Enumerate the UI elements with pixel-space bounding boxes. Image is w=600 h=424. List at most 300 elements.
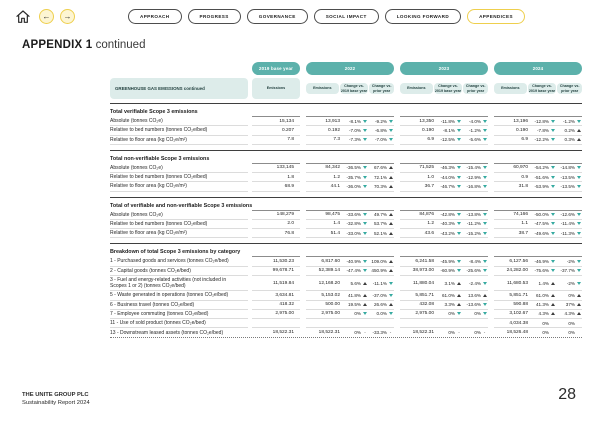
emissions-value: 44.1 — [330, 183, 340, 189]
trend-cell — [387, 294, 394, 297]
trend-down-icon — [551, 185, 555, 188]
trend-cell — [455, 303, 463, 306]
subheader-col: Change vs. prior year — [463, 83, 488, 94]
section-rule — [400, 153, 488, 164]
table-row — [110, 229, 582, 238]
back-button[interactable]: ← — [39, 9, 54, 24]
trend-cell — [481, 176, 488, 179]
trend-cell — [387, 330, 394, 335]
trend-up-icon — [389, 232, 393, 235]
year-group-cells — [306, 220, 394, 229]
section-title: Total verifiable Scope 3 emissions — [110, 109, 198, 115]
trend-up-icon — [389, 303, 393, 306]
trend-cell — [455, 260, 463, 263]
trend-down-icon — [577, 282, 581, 285]
trend-down-icon — [457, 129, 461, 132]
year-group-cells — [306, 257, 394, 266]
trend-cell — [481, 269, 488, 272]
year-group-cells — [400, 267, 488, 276]
trend-up-icon — [389, 213, 393, 216]
change-vs-base-value: 61.0% — [535, 292, 549, 298]
trend-cell — [361, 282, 369, 285]
trend-up-icon — [577, 303, 581, 306]
change-vs-base-value: -46.7% — [440, 183, 455, 189]
change-vs-prior-value: -9.2% — [374, 118, 387, 124]
trend-up-icon — [551, 294, 555, 297]
trend-cell — [361, 330, 369, 335]
year-group-cells — [494, 229, 582, 238]
change-vs-prior-value: -1.2% — [468, 127, 481, 133]
section-rule — [494, 200, 582, 211]
trend-cell — [387, 222, 394, 225]
trend-up-icon — [457, 282, 461, 285]
base-year-value: 99,678.71 — [252, 267, 300, 276]
row-label: Relative to bed numbers (tonnes CO₂e/bed) — [110, 220, 248, 229]
emissions-value: 51.4 — [330, 230, 340, 236]
trend-cell — [455, 222, 463, 225]
emissions-value: 5,153.02 — [321, 292, 340, 298]
trend-cell — [575, 269, 582, 272]
subheader-group — [494, 78, 582, 99]
section-rule — [306, 200, 394, 211]
change-vs-prior-value: 0.2% — [564, 127, 575, 133]
year-group-cells — [494, 117, 582, 126]
row-label: Relative to bed numbers (tonnes CO₂e/bed) — [110, 126, 248, 135]
year-group-cells — [494, 301, 582, 310]
change-vs-base-value: -35.7% — [346, 174, 361, 180]
trend-cell — [549, 312, 557, 315]
row-label: Absolute (tonnes CO₂e) — [110, 117, 248, 126]
trend-cell — [481, 282, 488, 285]
trend-down-icon — [577, 269, 581, 272]
page-title-main: APPENDIX 1 — [22, 39, 93, 51]
base-year-value: 76.8 — [252, 229, 300, 238]
trend-cell — [387, 176, 394, 179]
change-vs-base-value: -33.0% — [346, 230, 361, 236]
emissions-value: 36.7 — [424, 183, 434, 189]
emissions-value: 5,851.71 — [509, 292, 528, 298]
change-vs-base-value: -75.6% — [534, 268, 549, 274]
change-vs-prior-value: -11.4% — [560, 221, 575, 227]
year-header-cell — [306, 62, 394, 75]
emissions-value: 74,166 — [513, 212, 528, 218]
change-vs-base-value: 0% — [542, 320, 549, 326]
emissions-table — [110, 62, 582, 338]
trend-cell — [549, 294, 557, 297]
section-nav — [128, 9, 525, 24]
trend-cell — [361, 269, 369, 272]
change-vs-prior-value: 70.3% — [373, 183, 387, 189]
change-vs-prior-value: -13.5% — [560, 183, 575, 189]
trend-cell — [481, 232, 488, 235]
year-group-cells — [306, 328, 394, 337]
row-label: Relative to floor area (kg CO₂e/m²) — [110, 136, 248, 145]
trend-cell — [361, 232, 369, 235]
trend-down-icon — [483, 282, 487, 285]
table-row — [110, 291, 582, 300]
year-group-cells — [400, 173, 488, 182]
change-vs-base-value: -7.0% — [348, 127, 361, 133]
table-row — [110, 319, 582, 328]
change-vs-base-value: -44.0% — [440, 174, 455, 180]
year-group-cells — [400, 291, 488, 300]
trend-cell — [575, 222, 582, 225]
year-pill-2024: 2024 — [494, 62, 582, 75]
subheader-col: Emissions — [494, 83, 527, 94]
year-group-cells — [306, 319, 394, 328]
change-vs-prior-value: -2.4% — [468, 280, 481, 286]
year-group-cells — [400, 229, 488, 238]
emissions-value: 84,876 — [419, 212, 434, 218]
change-vs-base-value: -40.3% — [440, 221, 455, 227]
emissions-value: 2,975.00 — [415, 311, 434, 317]
trend-down-icon — [363, 312, 367, 315]
trend-down-icon — [457, 260, 461, 263]
trend-up-icon — [389, 269, 393, 272]
emissions-value: 38.7 — [518, 230, 528, 236]
emissions-value: 1.1 — [521, 221, 528, 227]
trend-cell — [361, 294, 369, 297]
trend-down-icon — [577, 120, 581, 123]
table-row — [110, 173, 582, 182]
trend-cell — [455, 269, 463, 272]
year-group-cells — [306, 173, 394, 182]
year-group-cells — [306, 301, 394, 310]
year-group-cells — [494, 211, 582, 220]
change-vs-base-value: -43.2% — [440, 230, 455, 236]
emissions-value: 6,817.60 — [321, 258, 340, 264]
year-group-cells — [306, 117, 394, 126]
emissions-value: 13,196 — [513, 118, 528, 124]
change-vs-prior-value: 0% — [568, 320, 575, 326]
trend-down-icon — [457, 120, 461, 123]
trend-cell — [361, 213, 369, 216]
emissions-value: 38,973.00 — [412, 268, 434, 274]
trend-cell — [387, 269, 394, 272]
trend-cell — [361, 138, 369, 141]
row-label: 2 - Capital goods (tonnes CO₂e/bed) — [110, 267, 248, 276]
trend-down-icon — [551, 176, 555, 179]
trend-down-icon — [363, 232, 367, 235]
trend-down-icon — [483, 232, 487, 235]
table-row — [110, 220, 582, 229]
forward-button[interactable]: → — [60, 9, 75, 24]
base-year-value: 68.9 — [252, 182, 300, 191]
change-vs-base-value: -8.1% — [442, 127, 455, 133]
subheader-col: Change vs. 2019 base year — [340, 83, 368, 93]
table-row — [110, 126, 582, 135]
change-vs-prior-value: -15.4% — [466, 165, 481, 171]
home-icon[interactable] — [15, 9, 31, 25]
trend-down-icon — [483, 303, 487, 306]
year-pill-2019-base-year: 2019 base year — [252, 62, 300, 75]
base-year-value: 11,519.84 — [252, 276, 300, 292]
emissions-value: 84,342 — [325, 165, 340, 171]
trend-cell — [361, 176, 369, 179]
trend-down-icon — [483, 260, 487, 263]
page-title-suffix: continued — [95, 39, 146, 51]
trend-cell — [549, 129, 557, 132]
subheader-group-inner — [306, 83, 394, 94]
row-label: Relative to floor area (kg CO₂e/m²) — [110, 182, 248, 191]
trend-cell — [455, 176, 463, 179]
trend-down-icon — [457, 185, 461, 188]
change-vs-base-value: -54.2% — [534, 165, 549, 171]
change-vs-prior-value: -4.0% — [468, 118, 481, 124]
change-vs-prior-value: -14.8% — [560, 165, 575, 171]
emissions-value: 0.190 — [515, 127, 528, 133]
change-vs-base-value: -12.2% — [534, 137, 549, 143]
base-year-value: 0.207 — [252, 126, 300, 135]
emissions-value: 6,127.56 — [509, 258, 528, 264]
trend-cell — [387, 312, 394, 315]
trend-cell — [575, 185, 582, 188]
trend-cell — [549, 176, 557, 179]
section-title: Total non-verifiable Scope 3 emissions — [110, 155, 210, 162]
trend-down-icon — [483, 213, 487, 216]
footer-company: THE UNITE GROUP PLC — [22, 392, 89, 398]
change-vs-prior-value: -6.8% — [374, 127, 387, 133]
emissions-value: 432.08 — [419, 302, 434, 308]
emissions-value: 71,525 — [419, 165, 434, 171]
trend-cell — [361, 260, 369, 263]
trend-cell — [387, 303, 394, 306]
nav-pill-progress[interactable]: PROGRESS — [188, 9, 241, 24]
change-vs-prior-value: 0.3% — [564, 137, 575, 143]
change-vs-base-value: 0% — [354, 330, 361, 336]
trend-cell — [549, 222, 557, 225]
row-label: Absolute (tonnes CO₂e) — [110, 211, 248, 220]
change-vs-prior-value: -12.9% — [466, 174, 481, 180]
change-vs-prior-value: -16.8% — [466, 183, 481, 189]
trend-cell — [549, 303, 557, 306]
year-group-cells — [494, 257, 582, 266]
change-vs-base-value: 41.8% — [347, 292, 361, 298]
emissions-value: 18,522.31 — [318, 330, 340, 336]
change-vs-base-value: -36.5% — [346, 165, 361, 171]
trend-down-icon — [363, 129, 367, 132]
change-vs-base-value: -40.9% — [346, 258, 361, 264]
trend-down-icon — [457, 269, 461, 272]
section-rule — [494, 246, 582, 257]
nav-pill-governance[interactable]: GOVERNANCE — [247, 9, 308, 24]
trend-down-icon — [483, 176, 487, 179]
trend-cell — [387, 166, 394, 169]
footer-report-name: Sustainability Report 2024 — [22, 400, 90, 407]
change-vs-prior-value: -1.2% — [562, 118, 575, 124]
trend-cell — [361, 303, 369, 306]
trend-down-icon — [457, 176, 461, 179]
trend-down-icon — [457, 166, 461, 169]
change-vs-base-value: 0% — [354, 311, 361, 317]
emissions-value: 1.2 — [333, 174, 340, 180]
trend-up-icon — [389, 166, 393, 169]
section-rule — [306, 153, 394, 164]
change-vs-prior-value: -8.4% — [468, 258, 481, 264]
table-row — [110, 117, 582, 126]
section-rule — [400, 106, 488, 117]
trend-cell — [361, 222, 369, 225]
change-vs-prior-value: -33.3% — [372, 330, 387, 336]
year-group-cells — [306, 267, 394, 276]
no-trend-dash: - — [458, 330, 460, 336]
trend-cell — [455, 185, 463, 188]
year-group-cells — [400, 136, 488, 145]
table-row — [110, 182, 582, 191]
change-vs-base-value: -53.9% — [534, 183, 549, 189]
nav-pill-appendices[interactable]: APPENDICES — [467, 9, 525, 24]
trend-cell — [575, 138, 582, 141]
emissions-value: 52,389.14 — [318, 268, 340, 274]
subheader-group-inner — [494, 83, 582, 94]
trend-up-icon — [577, 312, 581, 315]
year-group-cells — [494, 267, 582, 276]
trend-down-icon — [483, 222, 487, 225]
nav-pill-approach[interactable]: APPROACH — [128, 9, 182, 24]
change-vs-base-value: -46.9% — [534, 258, 549, 264]
change-vs-base-value: -12.8% — [534, 118, 549, 124]
subheader-col: Change vs. 2019 base year — [434, 83, 462, 93]
trend-cell — [481, 312, 488, 315]
trend-down-icon — [457, 222, 461, 225]
trend-cell — [549, 232, 557, 235]
change-vs-prior-value: 450.9% — [371, 268, 387, 274]
trend-up-icon — [551, 282, 555, 285]
change-vs-base-value: 5.6% — [350, 280, 361, 286]
trend-cell — [575, 260, 582, 263]
trend-down-icon — [551, 260, 555, 263]
nav-pill-social-impact[interactable]: SOCIAL IMPACT — [314, 9, 379, 24]
trend-down-icon — [363, 269, 367, 272]
trend-down-icon — [483, 185, 487, 188]
trend-cell — [361, 185, 369, 188]
table-row — [110, 301, 582, 310]
trend-cell — [455, 232, 463, 235]
trend-down-icon — [457, 138, 461, 141]
change-vs-prior-value: 0.0% — [376, 311, 387, 317]
change-vs-base-value: 3.3% — [444, 302, 455, 308]
year-header-cell — [252, 62, 300, 75]
no-trend-dash: - — [389, 330, 392, 336]
emissions-value: 11,880.04 — [413, 280, 434, 286]
year-group-cells — [400, 257, 488, 266]
emissions-value: 1.0 — [427, 174, 434, 180]
change-vs-base-value: -12.5% — [440, 137, 455, 143]
year-group-cells — [400, 319, 488, 328]
year-group-cells — [494, 310, 582, 319]
table-row — [110, 164, 582, 173]
change-vs-base-value: 1.4% — [538, 280, 549, 286]
section-rule — [400, 246, 488, 257]
base-year-value: 11,530.23 — [252, 257, 300, 266]
emissions-value: 2,975.00 — [321, 311, 340, 317]
year-group-cells — [400, 328, 488, 337]
emissions-value: 60,970 — [513, 165, 528, 171]
trend-cell — [481, 120, 488, 123]
trend-cell — [575, 129, 582, 132]
change-vs-prior-value: 0% — [474, 311, 481, 317]
trend-up-icon — [577, 138, 581, 141]
emissions-value: 12,168.20 — [318, 280, 340, 286]
change-vs-prior-value: -5.6% — [468, 137, 481, 143]
year-group-cells — [400, 301, 488, 310]
trend-down-icon — [389, 138, 393, 141]
row-label: 11 - Use of sold product (tonnes CO₂e/bed) — [110, 319, 248, 328]
year-group-cells — [494, 291, 582, 300]
year-group-cells — [306, 164, 394, 173]
year-group-cells — [494, 328, 582, 337]
trend-down-icon — [551, 232, 555, 235]
row-label: Relative to bed numbers (tonnes CO₂e/bed) — [110, 173, 248, 182]
trend-cell — [481, 185, 488, 188]
trend-down-icon — [577, 232, 581, 235]
trend-cell — [455, 330, 463, 335]
trend-cell — [481, 166, 488, 169]
trend-down-icon — [577, 213, 581, 216]
trend-cell — [481, 303, 488, 306]
change-vs-base-value: -11.8% — [440, 118, 455, 124]
subheader-col: Change vs. prior year — [369, 83, 394, 94]
no-trend-dash: - — [364, 330, 366, 336]
trend-cell — [387, 120, 394, 123]
section-title: Total of verifiable and non-verifiable Scope 3 emissions — [110, 202, 253, 209]
trend-cell — [387, 260, 394, 263]
trend-cell — [549, 138, 557, 141]
table-year-header-row — [110, 62, 582, 75]
trend-cell — [387, 282, 394, 285]
emissions-value: 18,522.31 — [412, 330, 434, 336]
subheader-group-inner — [400, 83, 488, 94]
base-year-value: 2.0 — [252, 220, 300, 229]
change-vs-base-value: -33.6% — [346, 212, 361, 218]
trend-cell — [387, 138, 394, 141]
row-label: 1 - Purchased goods and services (tonnes CO₂e/bed) — [110, 257, 248, 266]
trend-down-icon — [363, 213, 367, 216]
section-rule — [252, 246, 300, 257]
year-group-cells — [494, 182, 582, 191]
change-vs-prior-value: -37.0% — [372, 292, 387, 298]
year-group-cells — [494, 220, 582, 229]
trend-up-icon — [363, 303, 367, 306]
year-group-cells — [494, 276, 582, 292]
trend-cell — [575, 232, 582, 235]
emissions-value: 43.6 — [424, 230, 434, 236]
year-group-cells — [400, 182, 488, 191]
year-group-cells — [494, 319, 582, 328]
change-vs-prior-value: 0% — [568, 330, 575, 336]
change-vs-base-value: -8.1% — [348, 118, 361, 124]
trend-down-icon — [363, 138, 367, 141]
trend-up-icon — [577, 129, 581, 132]
subheader-col: Emissions — [400, 83, 433, 94]
nav-pill-looking-forward[interactable]: LOOKING FORWARD — [385, 9, 461, 24]
trend-up-icon — [457, 294, 461, 297]
trend-cell — [481, 294, 488, 297]
trend-cell — [481, 129, 488, 132]
trend-down-icon — [457, 232, 461, 235]
change-vs-base-value: -49.6% — [534, 230, 549, 236]
change-vs-prior-value: -11.3% — [560, 230, 575, 236]
change-vs-prior-value: 49.7% — [373, 212, 387, 218]
page-title — [22, 39, 145, 51]
trend-cell — [575, 303, 582, 306]
row-label: 5 - Waste generated in operations (tonnes CO₂e/bed) — [110, 291, 248, 300]
trend-cell — [481, 222, 488, 225]
trend-down-icon — [363, 185, 367, 188]
emissions-value: 500.00 — [325, 302, 340, 308]
change-vs-base-value: -60.9% — [440, 268, 455, 274]
emissions-value: 13,350 — [419, 118, 434, 124]
